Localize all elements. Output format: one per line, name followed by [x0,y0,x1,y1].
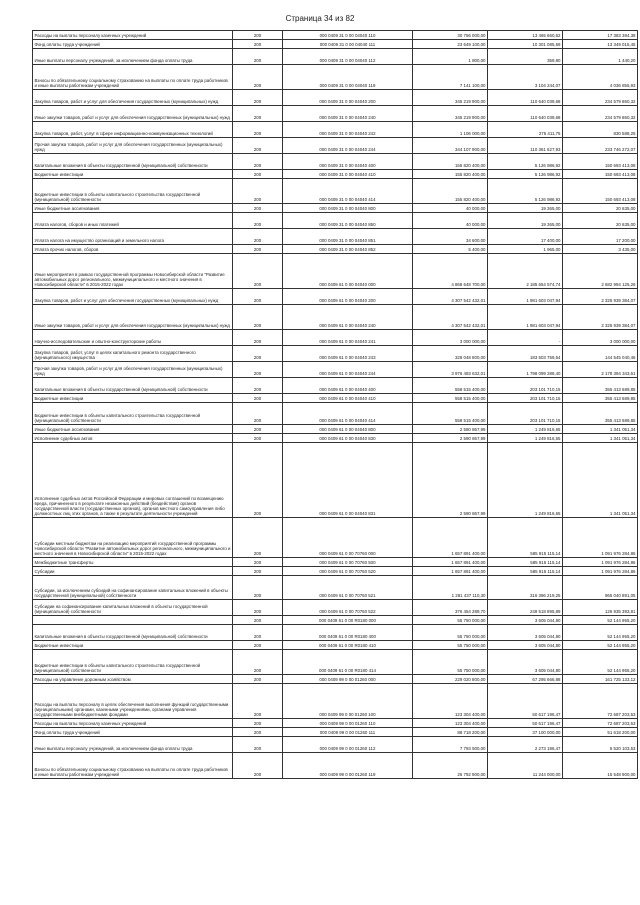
line-code-cell: 200 [233,362,283,378]
remaining-amount-cell: 15 548 900,00 [563,753,638,779]
classification-code-cell: 000 0409 61 0 00 04040 000 [283,254,413,289]
table-row [33,330,638,346]
expense-name-cell: Научно-исследовательские и опытно-конструкторские работы [33,330,233,346]
approved-amount-cell: 229 020 800,00 [413,675,488,684]
executed-amount-cell: 275 411,75 [488,122,563,138]
table-row [33,179,638,204]
classification-code-cell: 000 0409 31 0 00 04040 244 [283,138,413,154]
line-code-cell: 200 [233,106,283,122]
expense-name-cell: Фонд оплаты труда учреждений [33,728,233,737]
classification-code-cell: 000 0409 61 0 00 R0180 414 [283,650,413,675]
line-code-cell: 200 [233,49,283,65]
table-row [33,289,638,305]
expense-name-cell: Иные выплаты персоналу учреждений, за исключением фонда оплаты труда [33,737,233,753]
remaining-amount-cell: 52 144 955,20 [563,625,638,641]
classification-code-cell: 000 0409 31 0 00 04040 242 [283,122,413,138]
line-code-cell: 200 [233,625,283,641]
expense-name-cell: Субсидии на софинансирование капитальных вложений в объекты государственной (муниципальной) собственности [33,600,233,616]
approved-amount-cell: 3 976 493 632,01 [413,362,488,378]
executed-amount-cell: 110 640 039,68 [488,90,563,106]
table-row [33,90,638,106]
expense-name-cell: Бюджетные инвестиции [33,170,233,179]
remaining-amount-cell: 150 693 413,08 [563,179,638,204]
line-code-cell: 200 [233,641,283,650]
approved-amount-cell: 4 307 542 432,01 [413,305,488,330]
table-row [33,675,638,684]
executed-amount-cell: 183 503 759,54 [488,346,563,362]
table-row [33,378,638,394]
classification-code-cell: 000 0409 31 0 00 04040 851 [283,229,413,245]
executed-amount-cell: - [488,330,563,346]
line-code-cell: 200 [233,719,283,728]
expense-name-cell: Исполнение судебных актов [33,434,233,443]
table-row [33,650,638,675]
classification-code-cell: 000 0409 31 0 00 04040 200 [283,90,413,106]
executed-amount-cell: 67 295 666,88 [488,675,563,684]
line-code-cell: 200 [233,567,283,576]
remaining-amount-cell: 52 144 955,20 [563,650,638,675]
table-row [33,229,638,245]
remaining-amount-cell: 1 091 976 284,86 [563,567,638,576]
approved-amount-cell: 155 820 400,00 [413,179,488,204]
table-row [33,122,638,138]
line-code-cell: 200 [233,40,283,49]
approved-amount-cell: 1 281 437 110,30 [413,576,488,600]
table-row [33,625,638,641]
classification-code-cell: 000 0409 61 0 00 70760 500 [283,558,413,567]
table-row [33,443,638,518]
classification-code-cell: 000 0409 31 0 00 04040 400 [283,154,413,170]
remaining-amount-cell: 17 383 384,38 [563,31,638,40]
classification-code-cell: 000 0409 61 0 00 R0180 410 [283,641,413,650]
remaining-amount-cell: 3 000 000,00 [563,330,638,346]
remaining-amount-cell: 52 144 955,20 [563,616,638,625]
classification-code-cell: 000 0409 61 0 00 04040 240 [283,305,413,330]
expense-name-cell [33,616,233,625]
expense-name-cell: Субсидии, за исключением субсидий на софинансирование капитальных вложений в объекты государственной (муниципальной) собственности [33,576,233,600]
expense-name-cell: Бюджетные инвестиции в объекты капитального строительства государственной (муниципальной) собственности [33,403,233,425]
classification-code-cell: 000 0409 61 0 00 04040 243 [283,346,413,362]
approved-amount-cell: 4 307 542 432,01 [413,289,488,305]
table-row [33,170,638,179]
classification-code-cell: 000 0409 61 0 00 04040 200 [283,289,413,305]
remaining-amount-cell: 1 341 051,34 [563,443,638,518]
classification-code-cell: 000 0409 31 0 00 04040 110 [283,31,413,40]
table-row [33,567,638,576]
executed-amount-cell: 3 605 044,80 [488,641,563,650]
line-code-cell: 200 [233,213,283,229]
line-code-cell: 200 [233,684,283,719]
remaining-amount-cell: 965 040 891,05 [563,576,638,600]
expense-name-cell: Уплата налога на имущество организаций и земельного налога [33,229,233,245]
table-row [33,138,638,154]
line-code-cell: 200 [233,254,283,289]
approved-amount-cell: 23 649 100,00 [413,40,488,49]
remaining-amount-cell: 20 635,00 [563,213,638,229]
line-code-cell: 200 [233,394,283,403]
classification-code-cell: 000 0409 31 0 00 04040 111 [283,40,413,49]
executed-amount-cell: 203 101 710,15 [488,378,563,394]
classification-code-cell: 000 0409 61 0 00 R0180 000 [283,616,413,625]
expense-name-cell: Закупка товаров, работ и услуг для обеспечения государственных (муниципальных) нужд [33,289,233,305]
classification-code-cell: 000 0409 99 0 00 01260 119 [283,753,413,779]
table-row [33,719,638,728]
executed-amount-cell: 585 915 115,14 [488,518,563,558]
remaining-amount-cell: 355 413 689,85 [563,394,638,403]
expense-name-cell: Прочая закупка товаров, работ и услуг для обеспечения государственных (муниципальных) нужд [33,138,233,154]
remaining-amount-cell: 51 618 200,00 [563,728,638,737]
expense-name-cell: Иные бюджетные ассигнования [33,425,233,434]
executed-amount-cell: 585 915 115,14 [488,567,563,576]
remaining-amount-cell: 355 413 689,85 [563,378,638,394]
executed-amount-cell: 3 605 044,80 [488,616,563,625]
remaining-amount-cell: 20 635,00 [563,204,638,213]
approved-amount-cell: 1 657 891 400,00 [413,518,488,558]
remaining-amount-cell: 2 325 939 384,07 [563,289,638,305]
remaining-amount-cell: 1 091 976 284,86 [563,518,638,558]
classification-code-cell: 000 0409 31 0 00 04040 800 [283,204,413,213]
remaining-amount-cell: 1 341 051,34 [563,425,638,434]
table-row [33,728,638,737]
expense-name-cell: Бюджетные инвестиции [33,394,233,403]
executed-amount-cell: 50 617 196,47 [488,719,563,728]
executed-amount-cell: 1 965,00 [488,245,563,254]
table-row [33,600,638,616]
executed-amount-cell: 5 126 986,92 [488,170,563,179]
line-code-cell: 200 [233,443,283,518]
table-row [33,204,638,213]
executed-amount-cell: 3 605 044,80 [488,650,563,675]
line-code-cell: 200 [233,330,283,346]
approved-amount-cell: 2 590 867,99 [413,443,488,518]
approved-amount-cell: 55 750 000,00 [413,625,488,641]
line-code-cell: 200 [233,675,283,684]
classification-code-cell: 000 0409 61 0 00 04040 831 [283,443,413,518]
executed-amount-cell: 1 981 603 047,94 [488,289,563,305]
expense-name-cell: Бюджетные инвестиции в объекты капитального строительства государственной (муниципальной) собственности [33,179,233,204]
executed-amount-cell: 50 617 196,47 [488,684,563,719]
executed-amount-cell: 316 396 219,25 [488,576,563,600]
remaining-amount-cell: 52 144 955,20 [563,641,638,650]
executed-amount-cell: 203 101 710,15 [488,394,563,403]
expense-name-cell: Расходы на управление дорожным хозяйством [33,675,233,684]
table-row [33,305,638,330]
executed-amount-cell: 37 100 000,00 [488,728,563,737]
approved-amount-cell: 155 820 400,00 [413,170,488,179]
classification-code-cell: 000 0409 31 0 00 04040 119 [283,65,413,90]
approved-amount-cell: 345 219 900,00 [413,106,488,122]
remaining-amount-cell: 126 935 393,81 [563,600,638,616]
table-row [33,40,638,49]
table-row [33,641,638,650]
classification-code-cell: 000 0409 31 0 00 04040 112 [283,49,413,65]
remaining-amount-cell: 1 341 051,34 [563,434,638,443]
classification-code-cell: 000 0409 61 0 00 04040 400 [283,378,413,394]
line-code-cell: 200 [233,154,283,170]
approved-amount-cell: 344 107 900,00 [413,138,488,154]
expense-name-cell: Иные мероприятия в рамках государственной программы Новосибирской области "Развитие автомобильных дорог регионального, межмуниципального и местного значения в Новосибирской области" в 2015-2022 годах [33,254,233,289]
classification-code-cell: 000 0409 61 0 00 70760 522 [283,600,413,616]
approved-amount-cell: 123 304 400,00 [413,719,488,728]
classification-code-cell: 000 0409 61 0 00 70760 000 [283,518,413,558]
approved-amount-cell: 2 590 867,99 [413,425,488,434]
executed-amount-cell: 3 605 044,80 [488,625,563,641]
classification-code-cell: 000 0409 31 0 00 04040 850 [283,213,413,229]
executed-amount-cell: 1 249 816,65 [488,425,563,434]
remaining-amount-cell: 1 091 976 284,86 [563,558,638,567]
approved-amount-cell: 7 793 500,00 [413,737,488,753]
approved-amount-cell: 376 454 289,70 [413,600,488,616]
executed-amount-cell: 1 249 816,65 [488,443,563,518]
expense-name-cell: Капитальные вложения в объекты государственной (муниципальной) собственности [33,378,233,394]
classification-code-cell: 000 0409 31 0 00 04040 414 [283,179,413,204]
line-code-cell: 200 [233,170,283,179]
table-row [33,49,638,65]
classification-code-cell: 000 0409 31 0 00 04040 852 [283,245,413,254]
line-code-cell: 200 [233,558,283,567]
table-row [33,213,638,229]
expense-name-cell: Капитальные вложения в объекты государственной (муниципальной) собственности [33,625,233,641]
line-code-cell: 200 [233,518,283,558]
expense-name-cell: Закупка товаров, работ, услуг в сфере информационно-коммуникационных технологий [33,122,233,138]
classification-code-cell: 000 0409 61 0 00 70760 520 [283,567,413,576]
approved-amount-cell: 1 657 891 400,00 [413,567,488,576]
executed-amount-cell: 203 101 710,15 [488,403,563,425]
line-code-cell: 200 [233,31,283,40]
classification-code-cell: 000 0409 61 0 00 70760 521 [283,576,413,600]
classification-code-cell: 000 0409 99 0 00 01260 111 [283,728,413,737]
line-code-cell: 200 [233,65,283,90]
approved-amount-cell: 4 868 648 700,00 [413,254,488,289]
expense-name-cell: Субсидии [33,567,233,576]
table-row [33,737,638,753]
line-code-cell: 200 [233,346,283,362]
expense-name-cell: Взносы по обязательному социальному страхованию на выплаты по оплате труда работников и иные выплаты работникам учреждений [33,65,233,90]
table-row [33,403,638,425]
remaining-amount-cell: 161 725 133,12 [563,675,638,684]
line-code-cell: 200 [233,229,283,245]
table-row [33,425,638,434]
page-number: Страница 34 из 82 [285,14,355,23]
approved-amount-cell: 2 590 867,99 [413,434,488,443]
expense-name-cell: Бюджетные инвестиции в объекты капитального строительства государственной (муниципальной) собственности [33,650,233,675]
approved-amount-cell: 1 800,00 [413,49,488,65]
table-row [33,518,638,558]
line-code-cell: 200 [233,305,283,330]
expense-name-cell: Закупка товаров, работ, услуг в целях капитального ремонта государственного (муниципального) имущества [33,346,233,362]
executed-amount-cell: 3 104 244,07 [488,65,563,90]
approved-amount-cell: 30 756 000,00 [413,31,488,40]
approved-amount-cell: 7 141 100,00 [413,65,488,90]
line-code-cell: 200 [233,179,283,204]
approved-amount-cell: 55 750 000,00 [413,616,488,625]
table-row [33,616,638,625]
table-row [33,362,638,378]
line-code-cell: 200 [233,753,283,779]
expense-name-cell: Иные закупки товаров, работ и услуг для обеспечения государственных (муниципальных) нужд [33,106,233,122]
classification-code-cell: 000 0409 31 0 00 04040 240 [283,106,413,122]
classification-code-cell: 000 0409 99 0 00 01260 000 [283,675,413,684]
approved-amount-cell: 1 106 000,00 [413,122,488,138]
classification-code-cell: 000 0409 61 0 00 04040 244 [283,362,413,378]
approved-amount-cell: 345 219 900,00 [413,90,488,106]
executed-amount-cell: 1 249 816,65 [488,434,563,443]
remaining-amount-cell: 830 588,25 [563,122,638,138]
classification-code-cell: 000 0409 61 0 00 04040 830 [283,434,413,443]
line-code-cell: 200 [233,204,283,213]
executed-amount-cell: 2 185 654 574,74 [488,254,563,289]
executed-amount-cell: 585 915 115,14 [488,558,563,567]
table-row [33,576,638,600]
table-row [33,254,638,289]
line-code-cell: 200 [233,728,283,737]
line-code-cell: 200 [233,245,283,254]
remaining-amount-cell: 150 693 413,08 [563,170,638,179]
remaining-amount-cell: 2 325 939 384,07 [563,305,638,330]
remaining-amount-cell: 72 687 203,53 [563,684,638,719]
remaining-amount-cell: 1 440,20 [563,49,638,65]
remaining-amount-cell: 234 579 860,32 [563,106,638,122]
table-row [33,684,638,719]
executed-amount-cell: 2 273 196,47 [488,737,563,753]
classification-code-cell: 000 0409 31 0 00 04040 410 [283,170,413,179]
approved-amount-cell: 123 304 400,00 [413,684,488,719]
remaining-amount-cell: 355 413 689,85 [563,403,638,425]
expense-name-cell: Расходы на выплаты персоналу казенных учреждений [33,719,233,728]
table-row [33,154,638,170]
remaining-amount-cell: 2 178 394 343,61 [563,362,638,378]
expense-name-cell: Иные бюджетные ассигнования [33,204,233,213]
line-code-cell: 200 [233,122,283,138]
line-code-cell: 200 [233,600,283,616]
executed-amount-cell: 1 981 603 047,94 [488,305,563,330]
approved-amount-cell: 5 400,00 [413,245,488,254]
table-row [33,753,638,779]
line-code-cell: 200 [233,138,283,154]
executed-amount-cell: 13 465 660,62 [488,31,563,40]
line-code-cell: 200 [233,289,283,305]
approved-amount-cell: 155 820 400,00 [413,154,488,170]
expense-name-cell: Иные выплаты персоналу учреждений, за исключением фонда оплаты труда [33,49,233,65]
classification-code-cell: 000 0409 99 0 00 01260 100 [283,684,413,719]
executed-amount-cell: 110 640 039,68 [488,106,563,122]
line-code-cell: 200 [233,616,283,625]
line-code-cell: 200 [233,650,283,675]
executed-amount-cell: 17 400,00 [488,229,563,245]
expense-name-cell: Прочая закупка товаров, работ и услуг для обеспечения государственных (муниципальных) нужд [33,362,233,378]
budget-table-body [33,31,638,779]
approved-amount-cell: 328 048 800,00 [413,346,488,362]
table-row [33,31,638,40]
executed-amount-cell: 110 361 627,93 [488,138,563,154]
line-code-cell: 200 [233,576,283,600]
table-row [33,346,638,362]
remaining-amount-cell: 17 200,00 [563,229,638,245]
remaining-amount-cell: 2 682 994 125,26 [563,254,638,289]
approved-amount-cell: 558 515 400,00 [413,378,488,394]
remaining-amount-cell: 3 435,00 [563,245,638,254]
budget-table [32,30,638,779]
table-row [33,245,638,254]
remaining-amount-cell: 4 036 855,93 [563,65,638,90]
classification-code-cell: 000 0409 99 0 00 01260 112 [283,737,413,753]
expense-name-cell: Фонд оплаты труда учреждений [33,40,233,49]
executed-amount-cell: 5 126 986,92 [488,179,563,204]
approved-amount-cell: 34 600,00 [413,229,488,245]
table-row [33,434,638,443]
approved-amount-cell: 88 718 200,00 [413,728,488,737]
line-code-cell: 200 [233,90,283,106]
remaining-amount-cell: 5 520 103,53 [563,737,638,753]
approved-amount-cell: 558 515 400,00 [413,403,488,425]
approved-amount-cell: 40 000,00 [413,204,488,213]
table-row [33,106,638,122]
remaining-amount-cell: 144 545 040,46 [563,346,638,362]
line-code-cell: 200 [233,403,283,425]
line-code-cell: 200 [233,434,283,443]
approved-amount-cell: 40 000,00 [413,213,488,229]
classification-code-cell: 000 0409 61 0 00 04040 800 [283,425,413,434]
expense-name-cell: Межбюджетные трансферты [33,558,233,567]
executed-amount-cell: 249 518 895,89 [488,600,563,616]
classification-code-cell: 000 0409 61 0 00 04040 410 [283,394,413,403]
remaining-amount-cell: 233 746 272,07 [563,138,638,154]
expense-name-cell: Расходы на выплаты персоналу в целях обеспечения выполнения функций государственными (муниципальными) органами, казенными учреждениями, органами управления государственными внебюджетными фондами [33,684,233,719]
expense-name-cell: Бюджетные инвестиции [33,641,233,650]
expense-name-cell: Иные закупки товаров, работ и услуг для обеспечения государственных (муниципальных) нужд [33,305,233,330]
remaining-amount-cell: 13 349 015,45 [563,40,638,49]
approved-amount-cell: 3 000 000,00 [413,330,488,346]
approved-amount-cell: 55 750 000,00 [413,641,488,650]
executed-amount-cell: 11 244 000,00 [488,753,563,779]
remaining-amount-cell: 234 579 860,32 [563,90,638,106]
classification-code-cell: 000 0409 61 0 00 04040 414 [283,403,413,425]
executed-amount-cell: 1 798 099 288,40 [488,362,563,378]
executed-amount-cell: 5 126 986,92 [488,154,563,170]
classification-code-cell: 000 0409 99 0 00 01260 110 [283,719,413,728]
classification-code-cell: 000 0409 61 0 00 04040 241 [283,330,413,346]
expense-name-cell: Взносы по обязательному социальному страхованию на выплаты по оплате труда работников и иные выплаты работникам учреждений [33,753,233,779]
expense-name-cell: Субсидии местным бюджетам на реализацию мероприятий государственной программы Новосибирской области "Развитие автомобильных дорог регионального, межмуниципального и местного значения в Новосибирской области" в 2015-2022 годах [33,518,233,558]
expense-name-cell: Закупка товаров, работ и услуг для обеспечения государственных (муниципальных) нужд [33,90,233,106]
executed-amount-cell: 19 365,00 [488,213,563,229]
classification-code-cell: 000 0409 61 0 00 R0180 400 [283,625,413,641]
expense-name-cell: Капитальные вложения в объекты государственной (муниципальной) собственности [33,154,233,170]
line-code-cell: 200 [233,425,283,434]
remaining-amount-cell: 150 693 413,08 [563,154,638,170]
line-code-cell: 200 [233,378,283,394]
executed-amount-cell: 19 365,00 [488,204,563,213]
table-row [33,65,638,90]
executed-amount-cell: 10 301 085,59 [488,40,563,49]
expense-name-cell: Расходы на выплаты персоналу казенных учреждений [33,31,233,40]
line-code-cell: 200 [233,737,283,753]
approved-amount-cell: 26 792 900,00 [413,753,488,779]
approved-amount-cell: 558 515 400,00 [413,394,488,403]
table-row [33,558,638,567]
executed-amount-cell: 359,80 [488,49,563,65]
expense-name-cell: Исполнение судебных актов Российской Федерации и мировых соглашений по возмещению вреда, причиненного в результате незаконных действий (бездействия) органов государственной власти (государственных органов), органов местного самоуправления либо должностных лиц этих органов, а также в результате деятельности учреждений [33,443,233,518]
remaining-amount-cell: 72 687 203,53 [563,719,638,728]
table-row [33,394,638,403]
expense-name-cell: Уплата налогов, сборов и иных платежей [33,213,233,229]
expense-name-cell: Уплата прочих налогов, сборов [33,245,233,254]
approved-amount-cell: 1 657 891 400,00 [413,558,488,567]
approved-amount-cell: 55 750 000,00 [413,650,488,675]
